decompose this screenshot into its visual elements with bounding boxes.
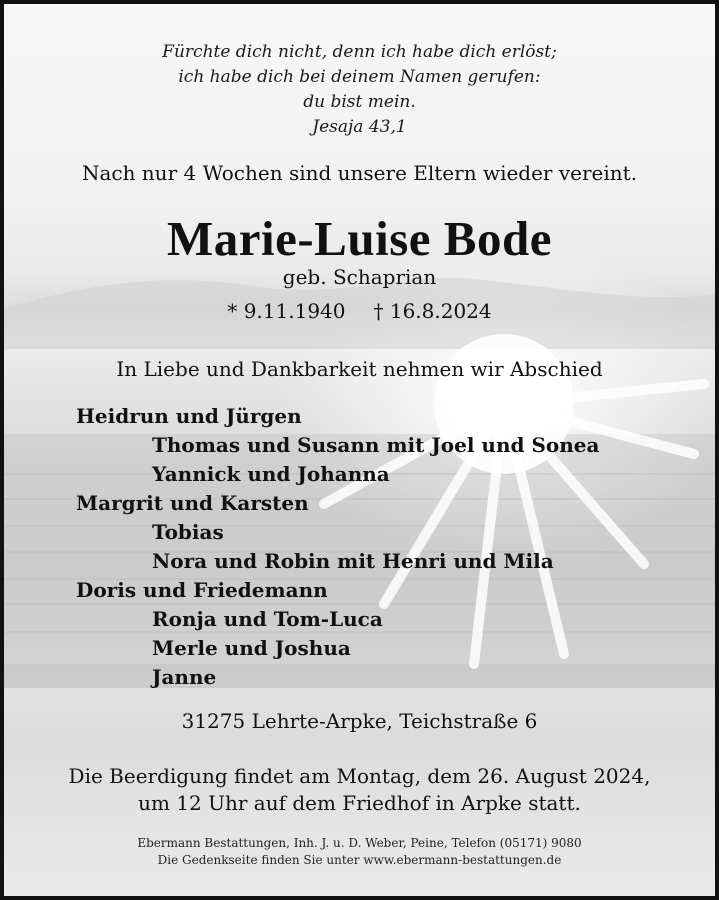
verse-line: du bist mein. [303, 92, 416, 112]
funeral-line: Die Beerdigung findet am Montag, dem 26. August 2024, [68, 764, 651, 788]
memorial-page-line: Die Gedenkseite finden Sie unter www.ebermann-bestattungen.de [157, 853, 562, 867]
verse-reference: Jesaja 43,1 [312, 117, 407, 137]
birth-date: * 9.11.1940 [227, 299, 346, 323]
farewell-text: In Liebe und Dankbarkeit nehmen wir Abschied [116, 357, 603, 381]
address: 31275 Lehrte-Arpke, Teichstraße 6 [181, 709, 538, 733]
maiden-name: geb. Schaprian [282, 265, 437, 289]
mourners-list [76, 402, 599, 692]
life-dates [4, 299, 715, 323]
mourner-line: Janne [152, 665, 217, 689]
verse-line: ich habe dich bei deinem Namen gerufen: [178, 67, 541, 87]
intro-text: Nach nur 4 Wochen sind unsere Eltern wieder vereint. [81, 161, 638, 185]
undertaker-line: Ebermann Bestattungen, Inh. J. u. D. Weber, Peine, Telefon (05171) 9080 [137, 836, 582, 850]
verse-line: Fürchte dich nicht, denn ich habe dich erlöst; [162, 42, 557, 62]
mourner-line: Doris und Friedemann [76, 578, 328, 602]
bible-verse [4, 40, 715, 140]
mourner-line: Heidrun und Jürgen [76, 404, 302, 428]
funeral-info [4, 763, 715, 817]
mourner-line: Merle und Joshua [152, 636, 351, 660]
undertaker-footer [4, 835, 715, 869]
deceased-name: Marie-Luise Bode [167, 211, 552, 266]
funeral-line: um 12 Uhr auf dem Friedhof in Arpke statt. [138, 791, 581, 815]
mourner-line: Tobias [152, 520, 224, 544]
mourner-line: Margrit und Karsten [76, 491, 309, 515]
death-date: † 16.8.2024 [373, 299, 492, 323]
mourner-line: Yannick und Johanna [152, 462, 390, 486]
mourner-line: Thomas und Susann mit Joel und Sonea [152, 433, 600, 457]
mourner-line: Nora und Robin mit Henri und Mila [152, 549, 554, 573]
mourner-line: Ronja und Tom-Luca [152, 607, 383, 631]
